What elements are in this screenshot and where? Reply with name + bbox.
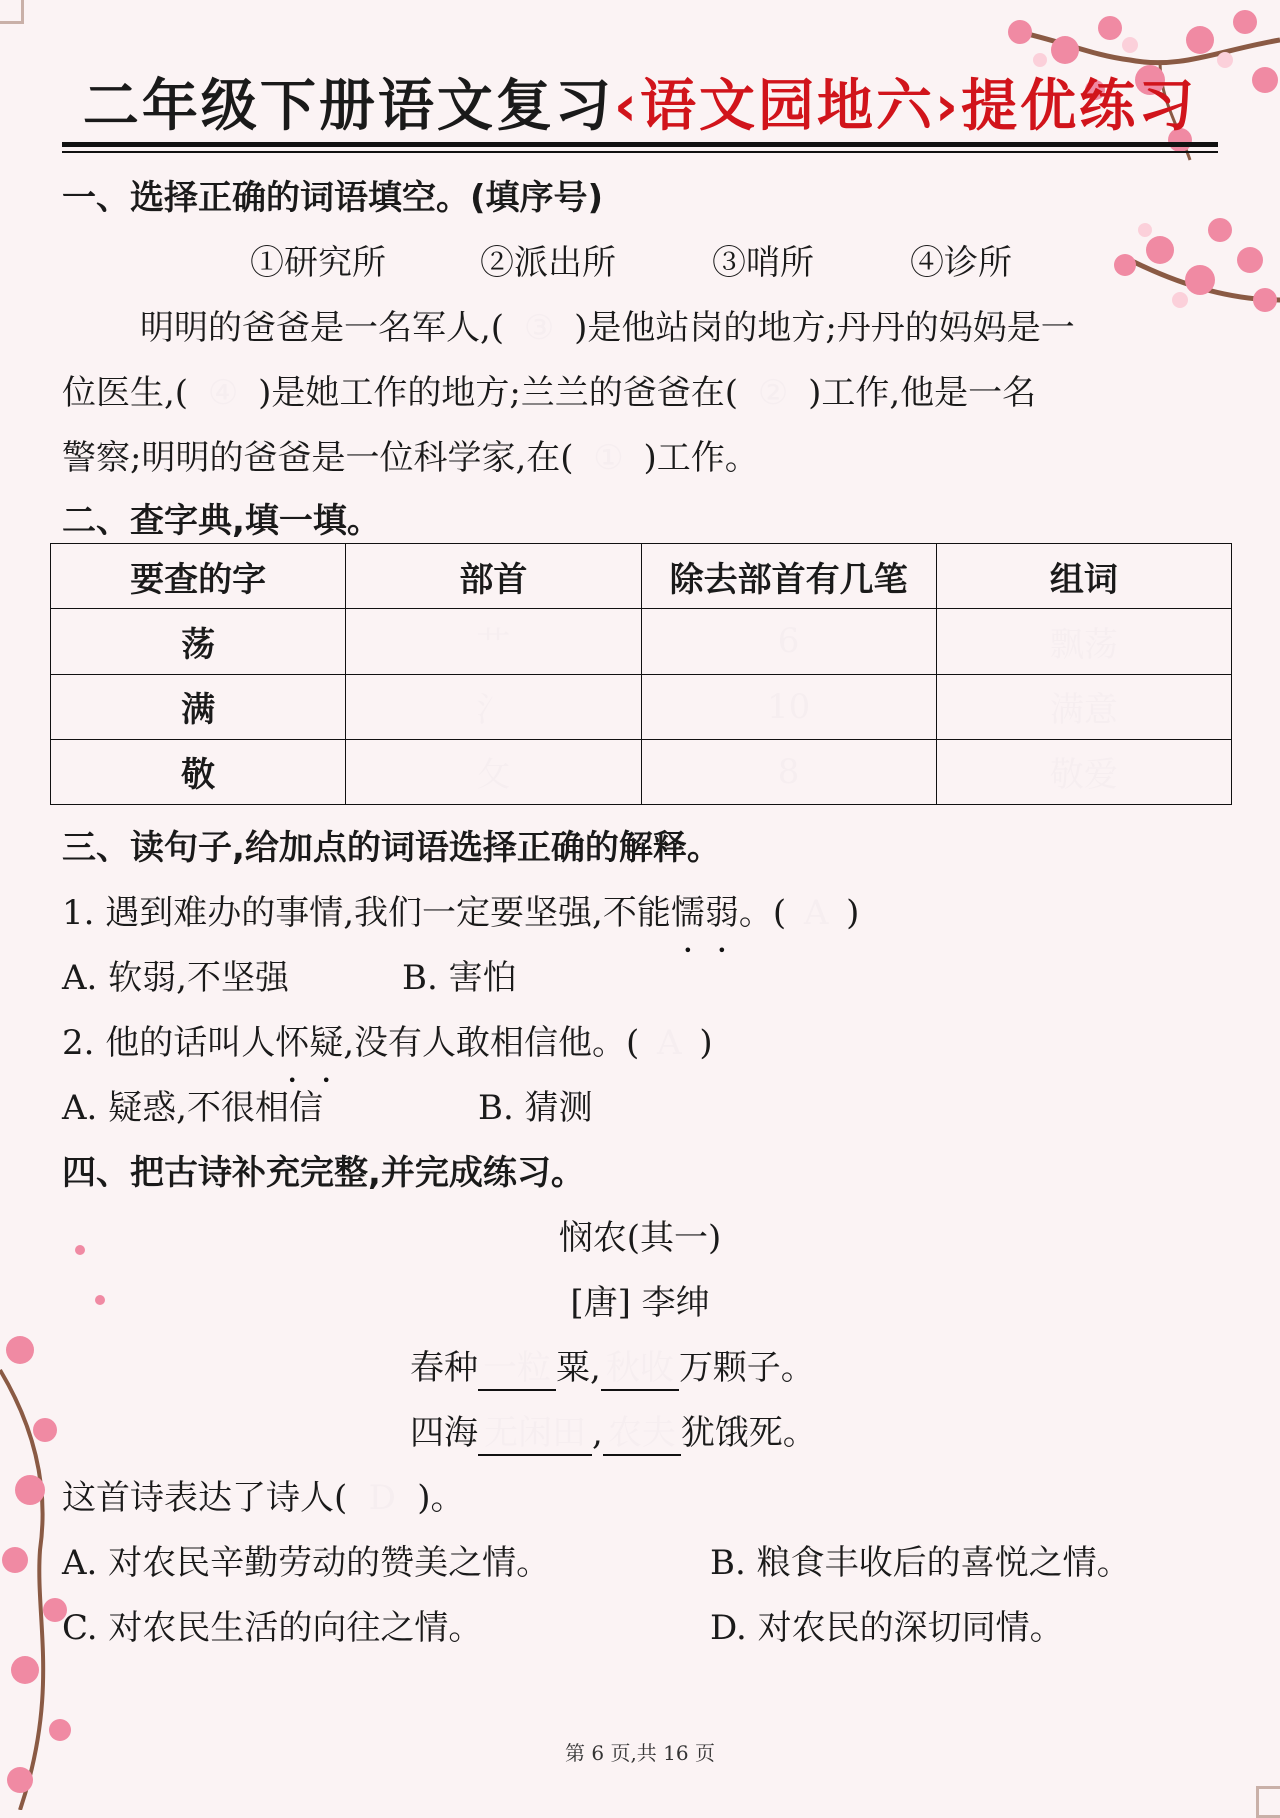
s1-line1: 明明的爸爸是一名军人,( ③ )是他站岗的地方;丹丹的妈妈是一 bbox=[140, 308, 1075, 348]
table-header-row bbox=[51, 544, 1232, 609]
answer-blank[interactable]: ① bbox=[593, 438, 624, 478]
s4-option-d: D. 对农民的深切同情。 bbox=[710, 1608, 1064, 1648]
table-cell-char: 荡 bbox=[51, 609, 346, 674]
answer-blank[interactable]: D bbox=[368, 1478, 396, 1518]
poem-blank[interactable]: 一粒 bbox=[478, 1340, 556, 1391]
poem-title: 悯农(其一) bbox=[558, 1218, 722, 1258]
option-4: ④诊所 bbox=[910, 243, 1012, 283]
option-2: ②派出所 bbox=[480, 243, 616, 283]
poem-blank[interactable]: 秋收 bbox=[601, 1340, 679, 1391]
table-cell-strokes[interactable]: 8 bbox=[641, 739, 936, 804]
section3-heading: 三、读句子,给加点的词语选择正确的解释。 bbox=[62, 828, 721, 868]
page-title bbox=[62, 62, 1218, 142]
option-1: ①研究所 bbox=[250, 243, 386, 283]
section1-heading: 一、选择正确的词语填空。(填序号) bbox=[62, 178, 604, 218]
title-rule-thick bbox=[62, 142, 1218, 147]
column-header: 组词 bbox=[936, 544, 1231, 609]
table-cell-strokes[interactable]: 10 bbox=[641, 674, 936, 739]
s4-option-a: A. 对农民辛勤劳动的赞美之情。 bbox=[62, 1543, 551, 1583]
answer-blank[interactable]: A bbox=[657, 1023, 682, 1063]
table-cell-word[interactable]: 满意 bbox=[936, 674, 1231, 739]
s3-q1-option-b: B. 害怕 bbox=[402, 958, 517, 998]
poem-line-2: 四海 无闲田 , 农夫 犹饿死。 bbox=[410, 1405, 817, 1456]
section2-heading: 二、查字典,填一填。 bbox=[62, 501, 381, 541]
table-cell-strokes[interactable]: 6 bbox=[641, 609, 936, 674]
table-cell-word[interactable]: 飘荡 bbox=[936, 609, 1231, 674]
title-highlight: ‹语文园地六›提优练习 bbox=[613, 74, 1198, 139]
table-cell-radical[interactable]: 攵 bbox=[346, 739, 641, 804]
poem-line-1: 春种 一粒 粟, 秋收 万颗子。 bbox=[410, 1340, 815, 1391]
title-main: 二年级下册语文复习 bbox=[82, 74, 614, 139]
answer-blank[interactable]: A bbox=[803, 893, 829, 933]
s3-q2-option-b: B. 猜测 bbox=[478, 1088, 593, 1128]
s4-option-c: C. 对农民生活的向往之情。 bbox=[62, 1608, 483, 1648]
s3-question-2: 2. 他的话叫人怀疑,没有人敢相信他。( A ) bbox=[62, 1023, 713, 1063]
table-cell-char: 敬 bbox=[51, 739, 346, 804]
table-cell-word[interactable]: 敬爱 bbox=[936, 739, 1231, 804]
corner-ornament-bottom-right bbox=[1256, 1786, 1280, 1818]
title-rule-thin bbox=[62, 151, 1218, 153]
table-row bbox=[51, 739, 1232, 804]
s4-question: 这首诗表达了诗人( D )。 bbox=[62, 1478, 465, 1518]
s1-line2: 位医生,( ④ )是她工作的地方;兰兰的爸爸在( ② )工作,他是一名 bbox=[62, 373, 1037, 413]
poem-author: [唐] 李绅 bbox=[570, 1283, 710, 1323]
corner-ornament-top-left bbox=[0, 0, 24, 24]
s4-option-b: B. 粮食丰收后的喜悦之情。 bbox=[710, 1543, 1131, 1583]
page-footer: 第 6 页,共 16 页 bbox=[565, 1741, 715, 1765]
s3-question-1: 1. 遇到难办的事情,我们一定要坚强,不能懦弱。( A ) bbox=[62, 893, 860, 933]
answer-blank[interactable]: ② bbox=[757, 373, 789, 413]
table-row bbox=[51, 609, 1232, 674]
column-header: 部首 bbox=[346, 544, 641, 609]
column-header: 要查的字 bbox=[51, 544, 346, 609]
table-row bbox=[51, 674, 1232, 739]
poem-blank[interactable]: 农夫 bbox=[603, 1405, 681, 1456]
table-cell-radical[interactable]: 氵 bbox=[346, 674, 641, 739]
poem-blank[interactable]: 无闲田 bbox=[478, 1405, 592, 1456]
s3-q2-option-a: A. 疑惑,不很相信 bbox=[62, 1088, 323, 1128]
table-cell-radical[interactable]: 艹 bbox=[346, 609, 641, 674]
table-cell-char: 满 bbox=[51, 674, 346, 739]
s1-line3: 警察;明明的爸爸是一位科学家,在( ① )工作。 bbox=[62, 438, 759, 478]
section4-heading: 四、把古诗补充完整,并完成练习。 bbox=[62, 1153, 585, 1193]
option-3: ③哨所 bbox=[712, 243, 814, 283]
s3-q1-option-a: A. 软弱,不坚强 bbox=[62, 958, 289, 998]
answer-blank[interactable]: ③ bbox=[523, 308, 555, 348]
column-header: 除去部首有几笔 bbox=[641, 544, 936, 609]
answer-blank[interactable]: ④ bbox=[207, 373, 239, 413]
dictionary-table bbox=[50, 543, 1232, 805]
